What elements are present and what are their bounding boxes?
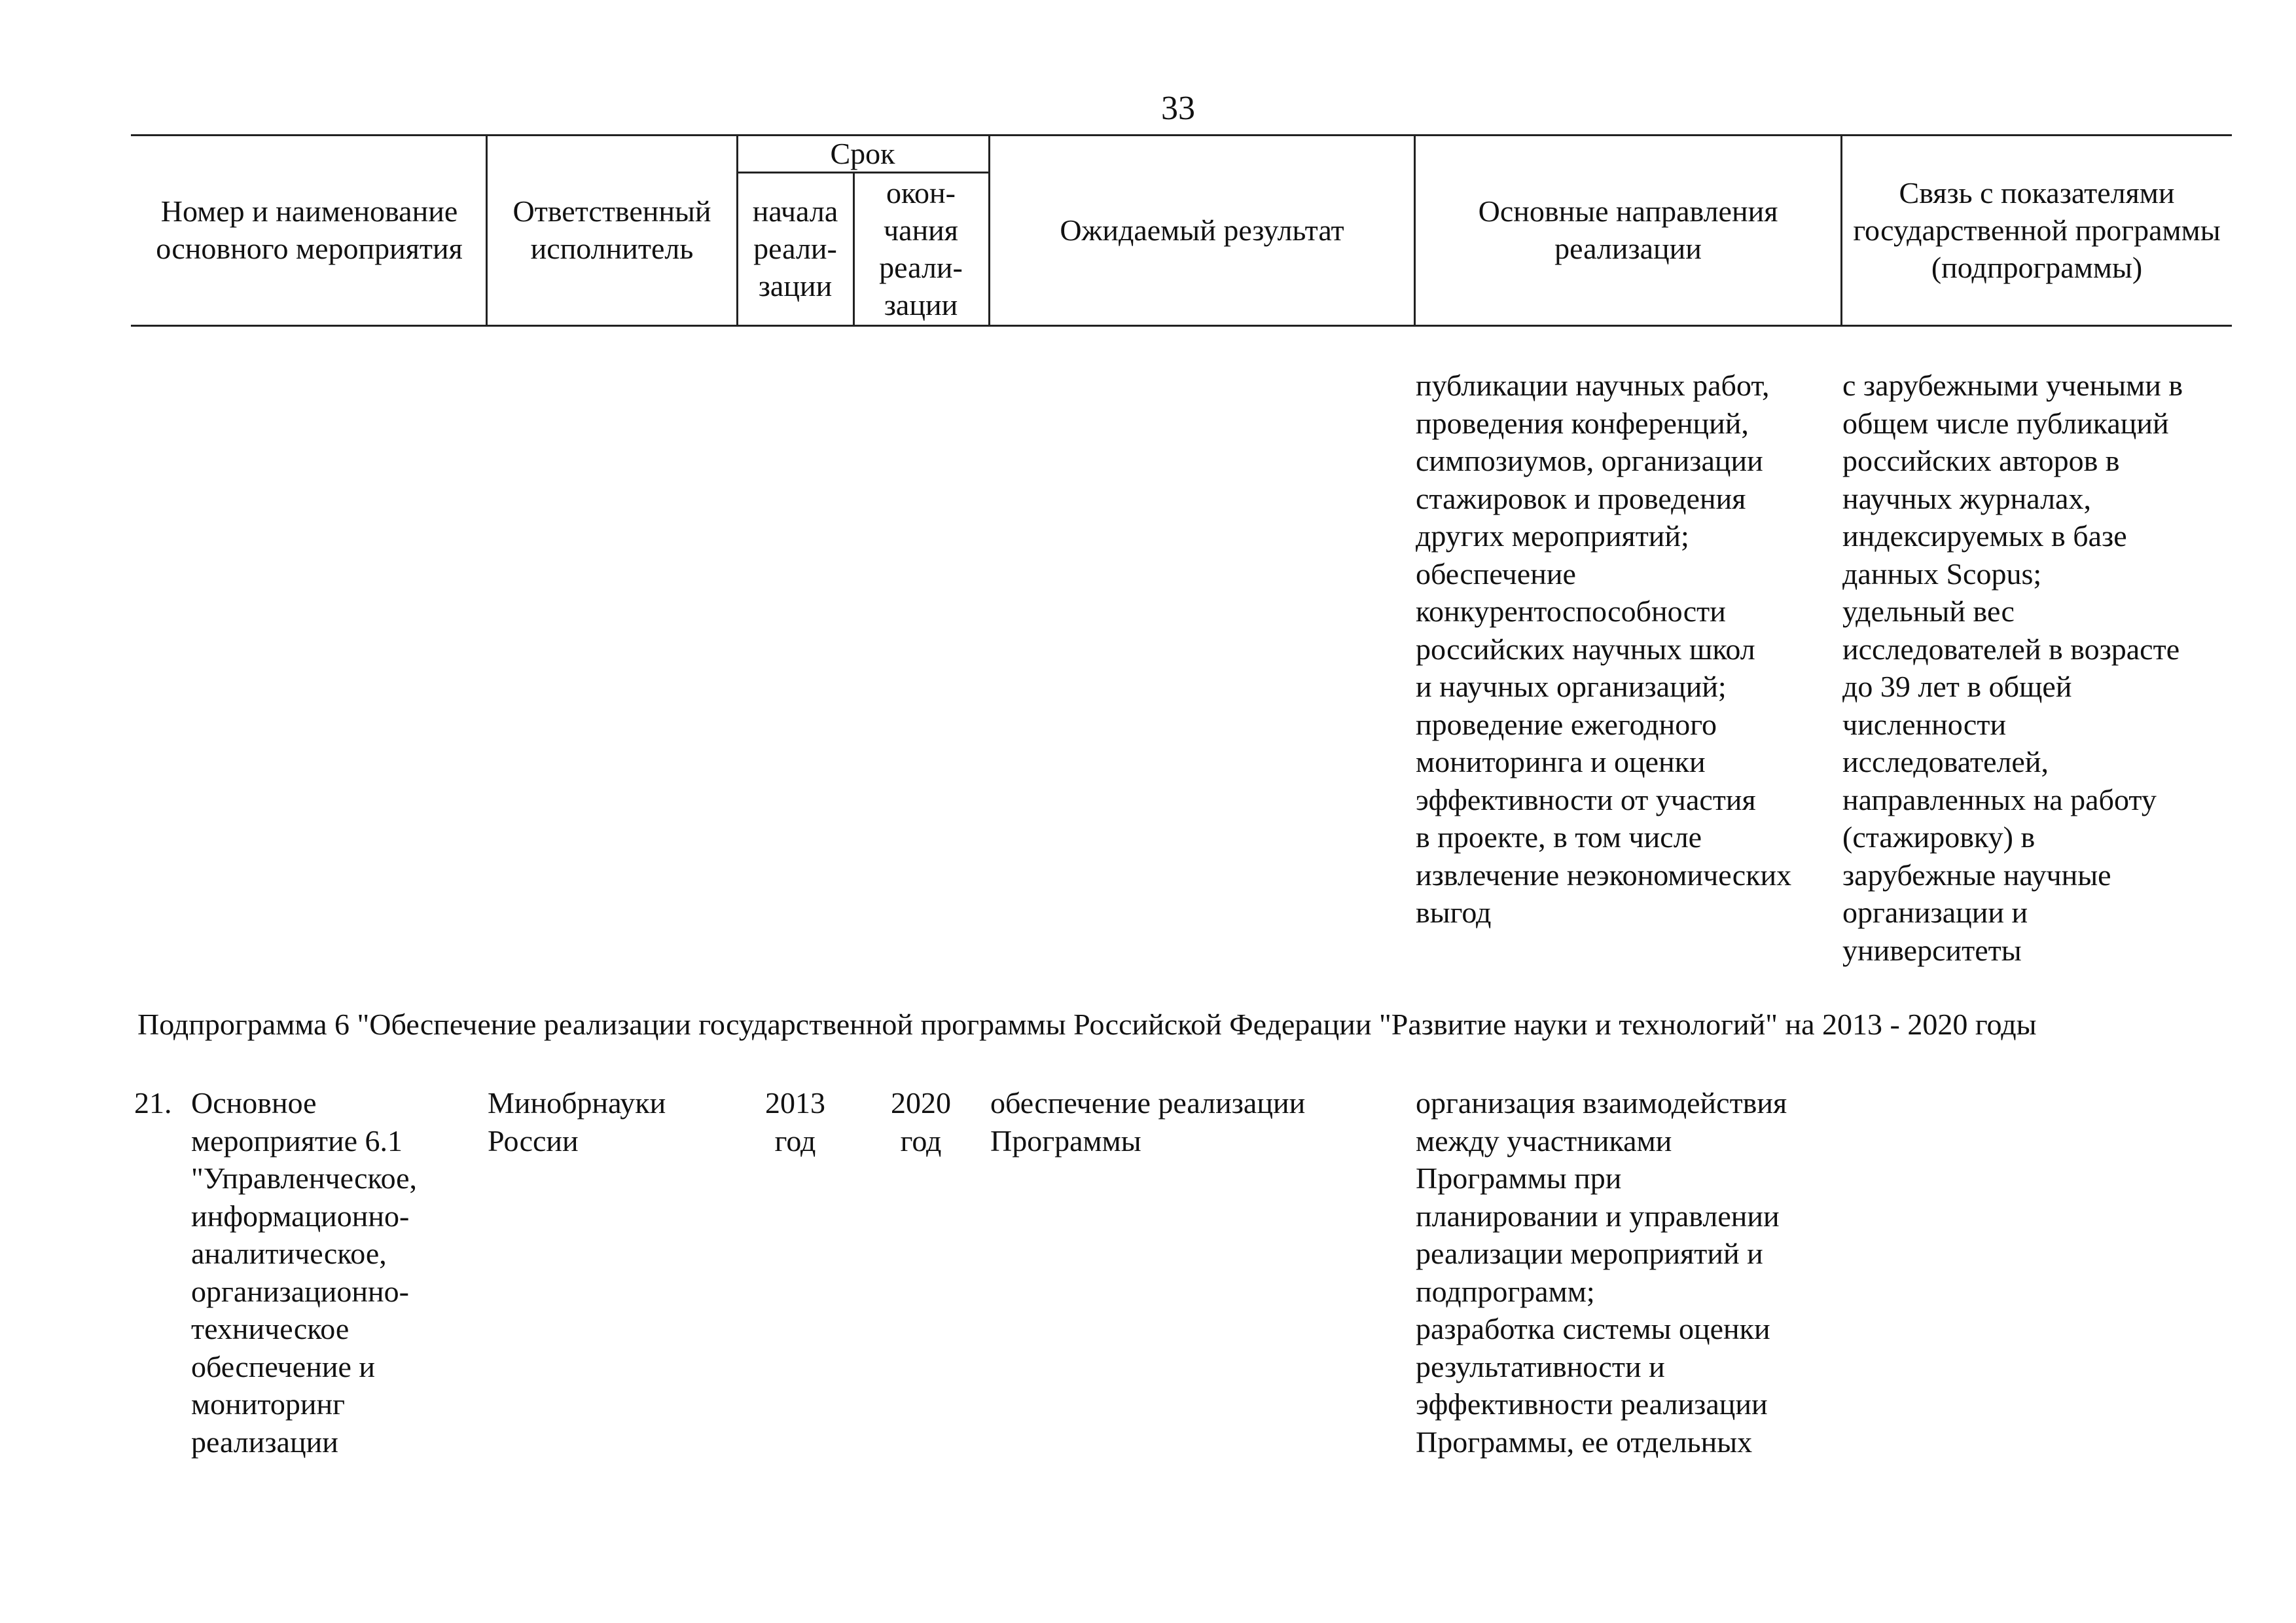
row-21-executor: Минобрнауки России (488, 1086, 666, 1158)
header-directions: Основные направления реализации (1478, 194, 1778, 265)
column-divider-3 (853, 172, 855, 325)
table-header-bottom-border (131, 325, 2232, 327)
page-number: 33 (1161, 90, 1195, 127)
header-term: Срок (830, 136, 895, 170)
row-21-number: 21. (134, 1086, 172, 1120)
continuation-directions: публикации научных работ, проведения конференций, симпозиумов, организации стажировок и проведения других мероприятий; обеспечение конкурентоспособности российских научных школ и научных организаций; проведение ежегодного мониторинга и оценки эффективности от участия в проекте, в том числе извлечение неэкономических выгод (1416, 369, 1792, 929)
header-link: Связь с показателями государственной программы (подпрограммы) (1853, 175, 2221, 284)
subprogram-heading: Подпрограмма 6 "Обеспечение реализации государственной программы Российской Федерации "Развитие науки и технологий" на 2013 - 2020 годы (137, 1008, 2037, 1041)
header-start: начала реали-зации (752, 194, 838, 302)
row-21-result: обеспечение реализации Программы (990, 1086, 1306, 1158)
header-executor: Ответственный исполнитель (512, 194, 711, 265)
row-21-start: 2013 год (765, 1086, 825, 1158)
row-21-event: Основное мероприятие 6.1 "Управленческое, информационно- аналитическое, организационно- техническое обеспечение и мониторинг реализации (191, 1086, 418, 1459)
column-divider-6 (1840, 134, 1842, 325)
row-21-directions: организация взаимодействия между участниками Программы при планировании и управлении реализации мероприятий и подпрограмм; разработка системы оценки результативности и эффективности реализации Программы, ее отдельных (1416, 1086, 1787, 1459)
row-21-end: 2020 год (891, 1086, 951, 1158)
header-end: окон-чания реали-зации (879, 175, 963, 321)
column-divider-4 (988, 134, 990, 325)
continuation-link: с зарубежными учеными в общем числе публикаций российских авторов в научных журналах, индексируемых в базе данных Scopus; удельный вес исследователей в возрасте до 39 лет в общей численности исследователей, направленных на работу (стажировку) в зарубежные научные организации и университеты (1842, 369, 2183, 967)
header-event: Номер и наименование основного мероприятия (156, 194, 463, 265)
column-divider-1 (486, 134, 488, 325)
column-divider-5 (1414, 134, 1416, 325)
header-result: Ожидаемый результат (1060, 213, 1344, 247)
